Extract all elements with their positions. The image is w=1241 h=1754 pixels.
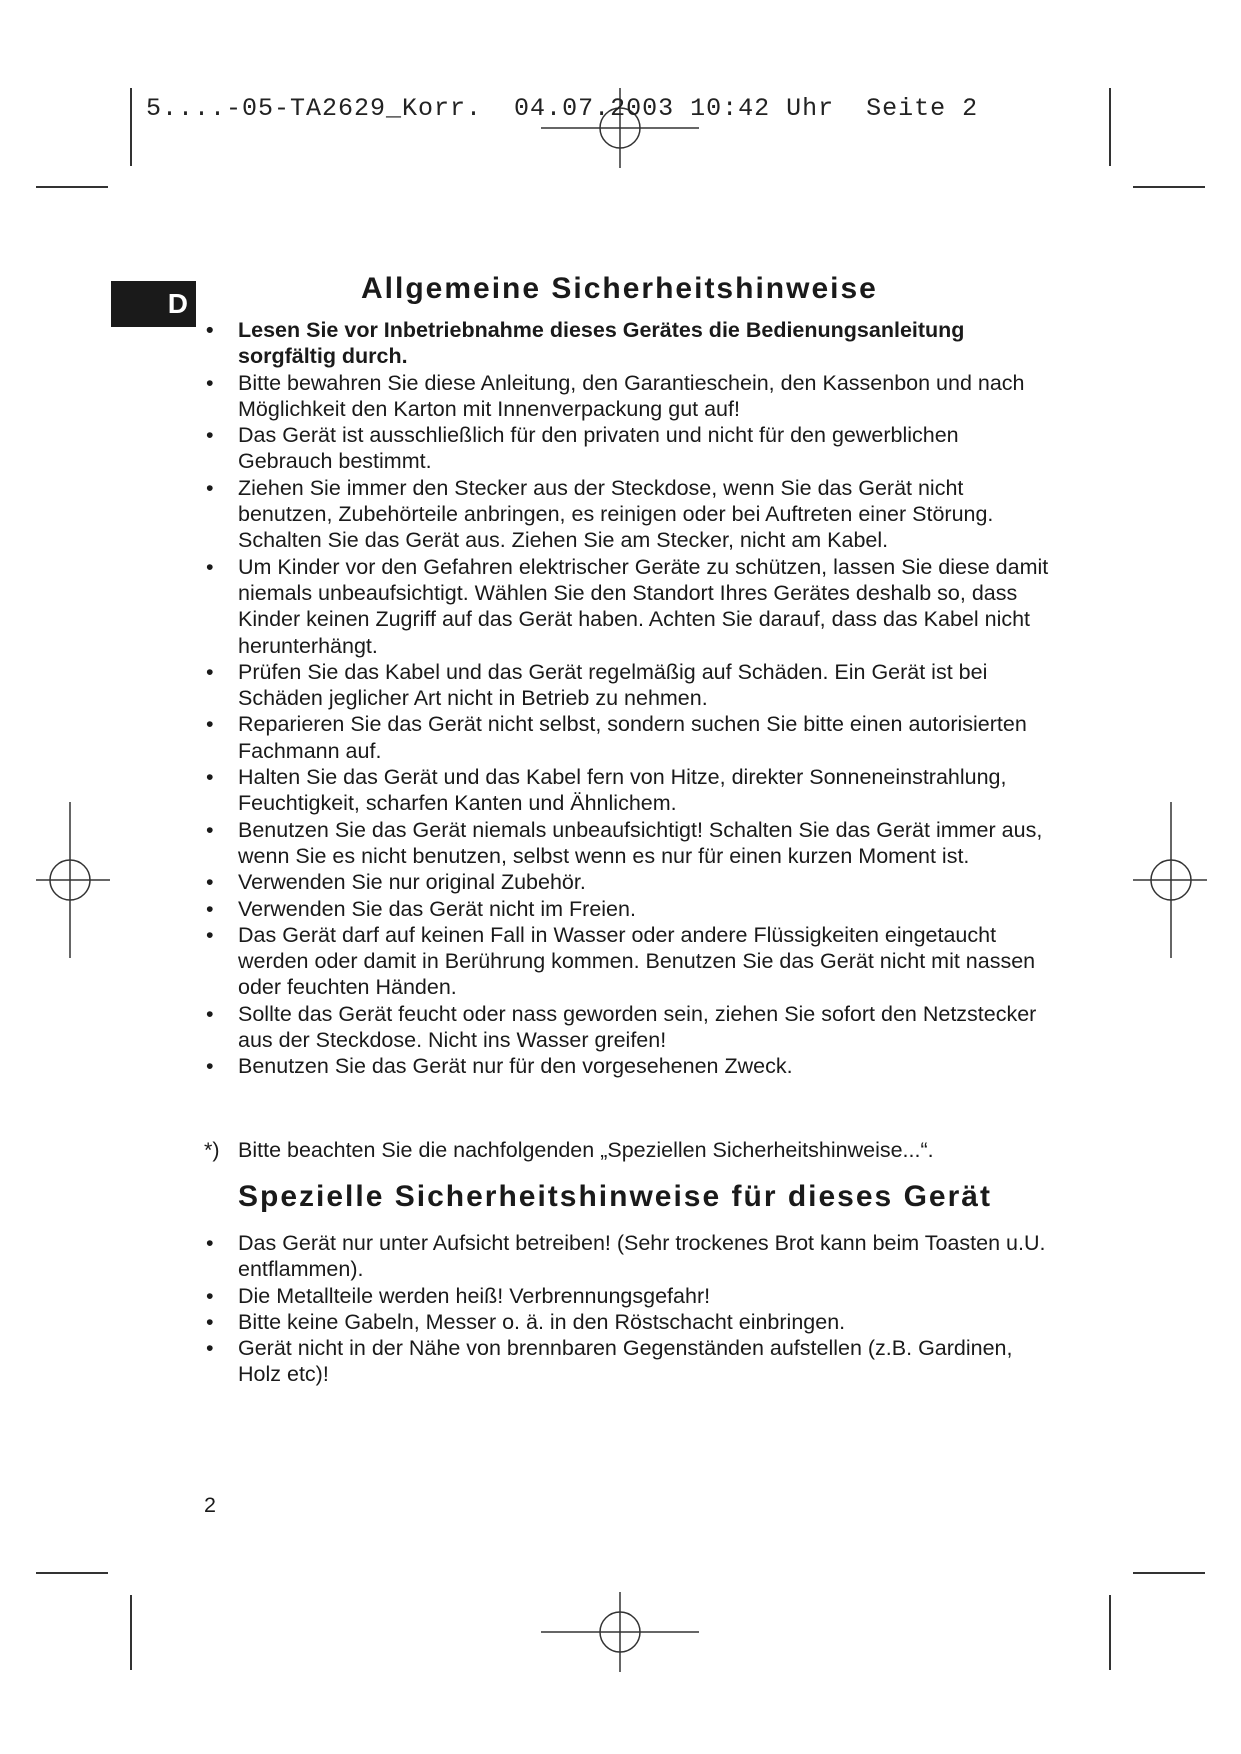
special-notes-reference: [204, 1137, 1052, 1163]
list-item: • Verwenden Sie das Gerät nicht im Freien.: [204, 896, 1052, 922]
general-safety-heading: Allgemeine Sicherheitshinweise: [361, 272, 878, 305]
list-item: • Reparieren Sie das Gerät nicht selbst, sondern suchen Sie bitte einen autorisierten Fachmann auf.: [204, 711, 1052, 764]
footnote-marker: *): [204, 1138, 220, 1162]
list-item: • Prüfen Sie das Kabel und das Gerät regelmäßig auf Schäden. Ein Gerät ist bei Schäden jeglicher Art nicht in Betrieb zu nehmen.: [204, 659, 1052, 712]
list-item: • Lesen Sie vor Inbetriebnahme dieses Gerätes die Bedienungsanleitung sorgfältig durch.: [204, 317, 1052, 370]
general-safety-list: [204, 317, 1052, 1080]
list-item: • Verwenden Sie nur original Zubehör.: [204, 869, 1052, 895]
list-item: • Die Metallteile werden heiß! Verbrennungsgefahr!: [204, 1283, 1052, 1309]
list-item: • Das Gerät ist ausschließlich für den privaten und nicht für den gewerblichen Gebrauch bestimmt.: [204, 422, 1052, 475]
list-item: • Ziehen Sie immer den Stecker aus der Steckdose, wenn Sie das Gerät nicht benutzen, Zubehörteile anbringen, es reinigen oder bei Auftreten einer Störung. Schalten Sie das Gerät aus. Ziehen Sie am Stecker, nicht am Kabel.: [204, 475, 1052, 554]
list-item: • Halten Sie das Gerät und das Kabel fern von Hitze, direkter Sonneneinstrahlung, Feuchtigkeit, scharfen Kanten und Ähnlichem.: [204, 764, 1052, 817]
special-safety-list: [204, 1230, 1052, 1388]
list-item: • Benutzen Sie das Gerät niemals unbeaufsichtigt! Schalten Sie das Gerät immer aus, wenn Sie es nicht benutzen, selbst wenn es nur für einen kurzen Moment ist.: [204, 817, 1052, 870]
special-safety-heading: Spezielle Sicherheitshinweise für dieses Gerät: [238, 1180, 992, 1213]
list-item: • Das Gerät darf auf keinen Fall in Wasser oder andere Flüssigkeiten eingetaucht werden oder damit in Berührung kommen. Benutzen Sie das Gerät nicht mit nassen oder feuchten Händen.: [204, 922, 1052, 1001]
print-slug-header: 5....-05-TA2629_Korr. 04.07.2003 10:42 Uhr Seite 2: [146, 94, 979, 123]
list-item: • Benutzen Sie das Gerät nur für den vorgesehenen Zweck.: [204, 1053, 1052, 1079]
language-tab-label: D: [167, 288, 188, 319]
list-item: • Gerät nicht in der Nähe von brennbaren Gegenständen aufstellen (z.B. Gardinen, Holz etc)!: [204, 1335, 1052, 1388]
list-item: • Bitte keine Gabeln, Messer o. ä. in den Röstschacht einbringen.: [204, 1309, 1052, 1335]
list-item: • Bitte bewahren Sie diese Anleitung, den Garantieschein, den Kassenbon und nach Möglichkeit den Karton mit Innenverpackung gut auf!: [204, 370, 1052, 423]
page-number: 2: [204, 1493, 216, 1517]
registration-target-right-icon: [1133, 802, 1207, 958]
registration-target-bottom-icon: [541, 1592, 699, 1672]
list-item: • Das Gerät nur unter Aufsicht betreiben! (Sehr trockenes Brot kann beim Toasten u.U. entflammen).: [204, 1230, 1052, 1283]
language-tab: [111, 281, 196, 327]
list-item: • Sollte das Gerät feucht oder nass geworden sein, ziehen Sie sofort den Netzstecker aus der Steckdose. Nicht ins Wasser greifen!: [204, 1001, 1052, 1054]
list-item: • Um Kinder vor den Gefahren elektrischer Geräte zu schützen, lassen Sie diese damit niemals unbeaufsichtigt. Wählen Sie den Standort Ihres Gerätes deshalb so, dass Kinder keinen Zugriff auf das Gerät haben. Achten Sie darauf, dass das Kabel nicht herunterhängt.: [204, 554, 1052, 659]
registration-target-left-icon: [36, 802, 110, 958]
footnote-text: Bitte beachten Sie die nachfolgenden „Speziellen Sicherheitshinweise...“.: [238, 1138, 934, 1162]
